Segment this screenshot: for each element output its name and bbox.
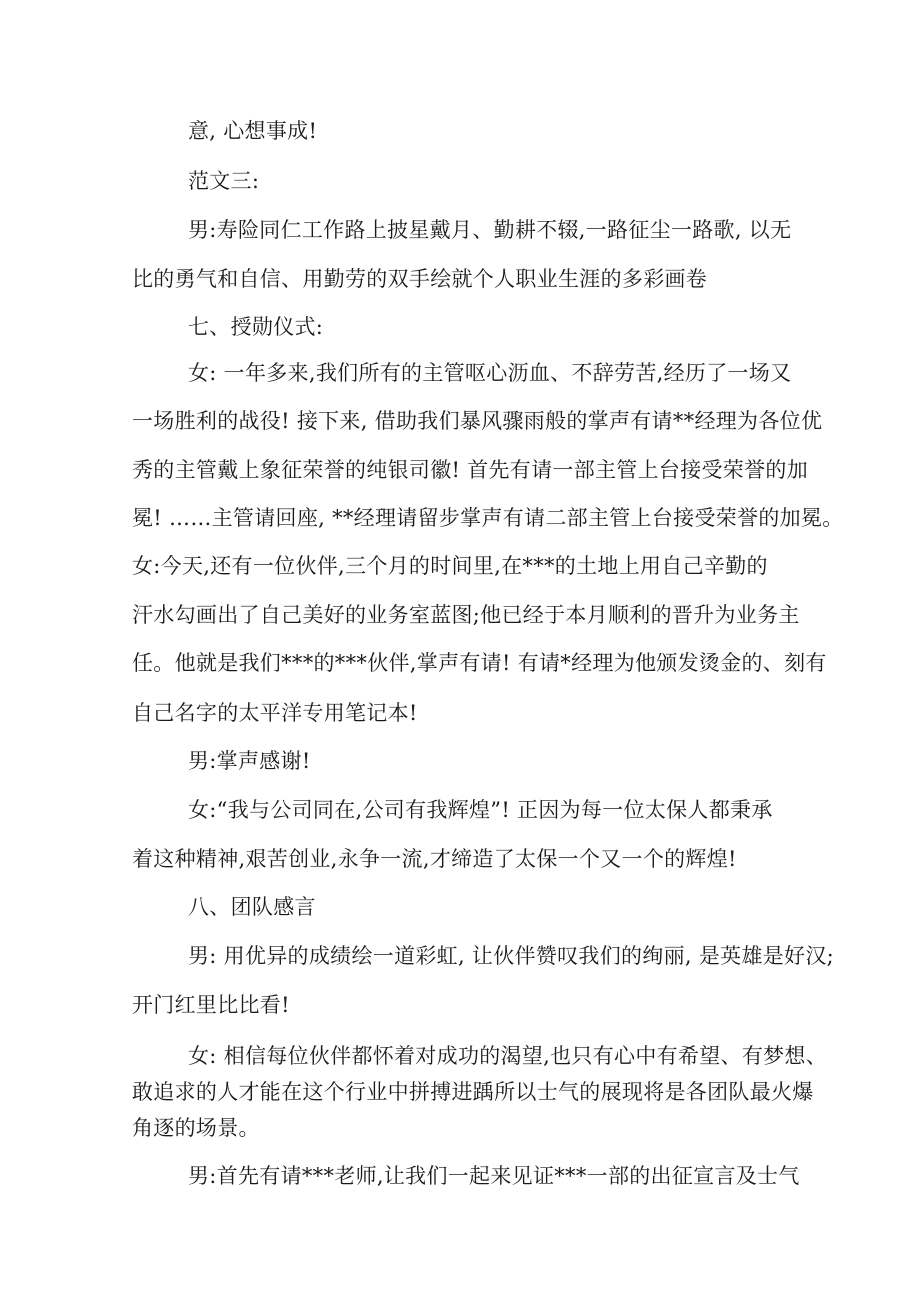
text-line: 男:首先有请***老师,让我们一起来见证***一部的出征宣言及士气 bbox=[188, 1164, 800, 1188]
text-line: 男:寿险同仁工作路上披星戴月、勤耕不辍,一路征尘一路歌, 以无 bbox=[188, 218, 792, 242]
text-line: 女: 相信每位伙伴都怀着对成功的渴望,也只有心中有希望、有梦想、 bbox=[188, 1044, 828, 1068]
text-line: 男:掌声感谢! bbox=[188, 749, 311, 773]
text-line: 范文三: bbox=[188, 169, 260, 193]
section-heading: 七、授勋仪式: bbox=[188, 315, 324, 339]
text-line: 男: 用优异的成绩绘一道彩虹, 让伙伴赞叹我们的绚丽, 是英雄是好汉; bbox=[188, 944, 835, 968]
text-line: 角逐的场景。 bbox=[132, 1116, 260, 1140]
text-line: 敢追求的人才能在这个行业中拼搏进踽所以士气的展现将是各团队最火爆 bbox=[132, 1080, 814, 1104]
text-line: 一场胜利的战役! 接下来, 借助我们暴风骤雨般的掌声有请**经理为各位优 bbox=[132, 409, 823, 433]
text-line: 女:“我与公司同在,公司有我辉煌”! 正因为每一位太保人都秉承 bbox=[188, 798, 773, 822]
text-line: 任。他就是我们***的***伙伴,掌声有请! 有请*经理为他颁发烫金的、刻有 bbox=[132, 651, 827, 675]
text-line: 冕! ……主管请回座, **经理请留步掌声有请二部主管上台接受荣誉的加冕。 bbox=[132, 506, 844, 530]
text-line: 意, 心想事成! bbox=[188, 119, 318, 143]
text-line: 女: 一年多来,我们所有的主管呕心沥血、不辞劳苦,经历了一场又 bbox=[188, 361, 792, 385]
text-line: 秀的主管戴上象征荣誉的纯银司徽! 首先有请一部主管上台接受荣誉的加 bbox=[132, 458, 809, 482]
section-heading: 八、团队感言 bbox=[188, 895, 316, 919]
text-line: 着这种精神,艰苦创业,永争一流,才缔造了太保一个又一个的辉煌! bbox=[132, 847, 737, 871]
text-line: 开门红里比比看! bbox=[132, 993, 290, 1017]
text-line: 汗水勾画出了自己美好的业务室蓝图;他已经于本月顺利的晋升为业务主 bbox=[132, 603, 800, 627]
text-line: 比的勇气和自信、用勤劳的双手绘就个人职业生涯的多彩画卷 bbox=[132, 267, 708, 291]
text-line: 女:今天,还有一位伙伴,三个月的时间里,在***的土地上用自己辛勤的 bbox=[132, 554, 768, 578]
text-line: 自己名字的太平洋专用笔记本! bbox=[132, 701, 418, 725]
